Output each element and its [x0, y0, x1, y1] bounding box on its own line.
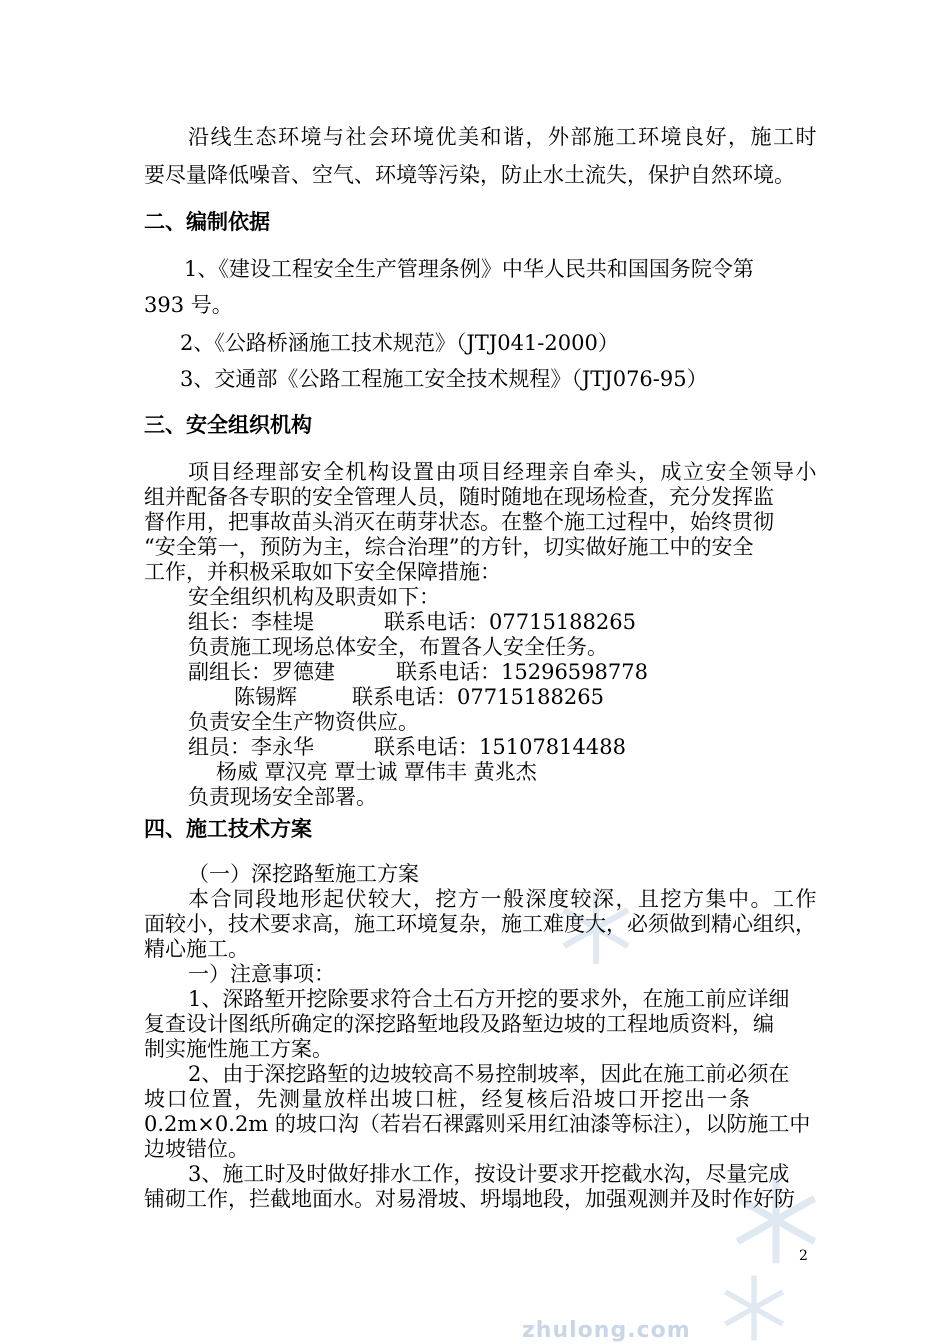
note-line: 3、施工时及时做好排水工作，按设计要求开挖截水沟，尽量完成 [188, 1162, 790, 1186]
paragraph-line: 面较小，技术要求高，施工环境复杂，施工难度大，必须做到精心组织， [144, 912, 816, 936]
subsection-title: （一）深挖路堑施工方案 [188, 862, 419, 886]
paragraph-line: 本合同段地形起伏较大，挖方一般深度较深，且挖方集中。工作 [188, 887, 818, 911]
page-number: 2 [799, 1248, 808, 1264]
list-item: 393 号。 [144, 293, 233, 317]
section-heading: 四、施工技术方案 [144, 816, 312, 841]
paragraph-line: 工作，并积极采取如下安全保障措施： [144, 560, 501, 584]
section-heading: 三、安全组织机构 [144, 412, 312, 437]
notes-title: 一）注意事项： [188, 962, 335, 986]
deputy-phone: 联系电话：15296598778 [396, 660, 648, 684]
paragraph-line: 项目经理部安全机构设置由项目经理亲自牵头，成立安全领导小 [188, 460, 818, 484]
note-line: 边坡错位。 [144, 1137, 249, 1161]
leader-phone: 联系电话：07715188265 [384, 610, 636, 634]
list-item: 1、《建设工程安全生产管理条例》中华人民共和国国务院令第 [184, 257, 754, 281]
leader-duty: 负责施工现场总体安全，布置各人安全任务。 [188, 635, 608, 659]
intro-line: 沿线生态环境与社会环境优美和谐，外部施工环境良好，施工时 [188, 125, 818, 149]
watermark-text: zhulong.com [522, 1318, 691, 1343]
note-line: 0.2m×0.2m 的坡口沟（若岩石裸露则采用红油漆等标注），以防施工中 [144, 1112, 811, 1136]
note-line: 铺砌工作，拦截地面水。对易滑坡、坍塌地段，加强观测并及时作好防 [144, 1187, 795, 1211]
deputy2-phone: 联系电话：07715188265 [352, 685, 604, 709]
org-title: 安全组织机构及职责如下： [188, 585, 440, 609]
members-other: 杨威 覃汉亮 覃士诚 覃伟丰 黄兆杰 [216, 760, 537, 784]
deputy2-name: 陈锡辉 [234, 685, 297, 709]
paragraph-line: 督作用，把事故苗头消灭在萌芽状态。在整个施工过程中，始终贯彻 [144, 510, 774, 534]
member-name: 组员：李永华 [188, 735, 314, 759]
member-phone: 联系电话：15107814488 [374, 735, 626, 759]
list-item: 2、《公路桥涵施工技术规范》（JTJ041-2000） [180, 331, 619, 355]
paragraph-line: 组并配备各专职的安全管理人员，随时随地在现场检查，充分发挥监 [144, 485, 774, 509]
member-duty: 负责现场安全部署。 [188, 785, 377, 809]
paragraph-line: “安全第一，预防为主，综合治理”的方针，切实做好施工中的安全 [144, 535, 754, 559]
intro-line: 要尽量降低噪音、空气、环境等污染，防止水土流失，保护自然环境。 [144, 163, 795, 187]
deputy-name: 副组长：罗德建 [188, 660, 335, 684]
deputy-duty: 负责安全生产物资供应。 [188, 710, 419, 734]
snowflake-watermark-icon [718, 1272, 790, 1344]
note-line: 2、由于深挖路堑的边坡较高不易控制坡率，因此在施工前必须在 [188, 1062, 790, 1086]
section-heading: 二、编制依据 [144, 209, 270, 234]
note-line: 复查设计图纸所确定的深挖路堑地段及路堑边坡的工程地质资料，编 [144, 1012, 774, 1036]
note-line: 1、深路堑开挖除要求符合土石方开挖的要求外，在施工前应详细 [188, 987, 790, 1011]
note-line: 制实施性施工方案。 [144, 1037, 333, 1061]
leader-name: 组长：李桂堤 [188, 610, 314, 634]
note-line: 坡口位置，先测量放样出坡口桩，经复核后沿坡口开挖出一条 [144, 1087, 752, 1111]
list-item: 3、交通部《公路工程施工安全技术规程》（JTJ076-95） [180, 367, 708, 391]
paragraph-line: 精心施工。 [144, 937, 249, 961]
